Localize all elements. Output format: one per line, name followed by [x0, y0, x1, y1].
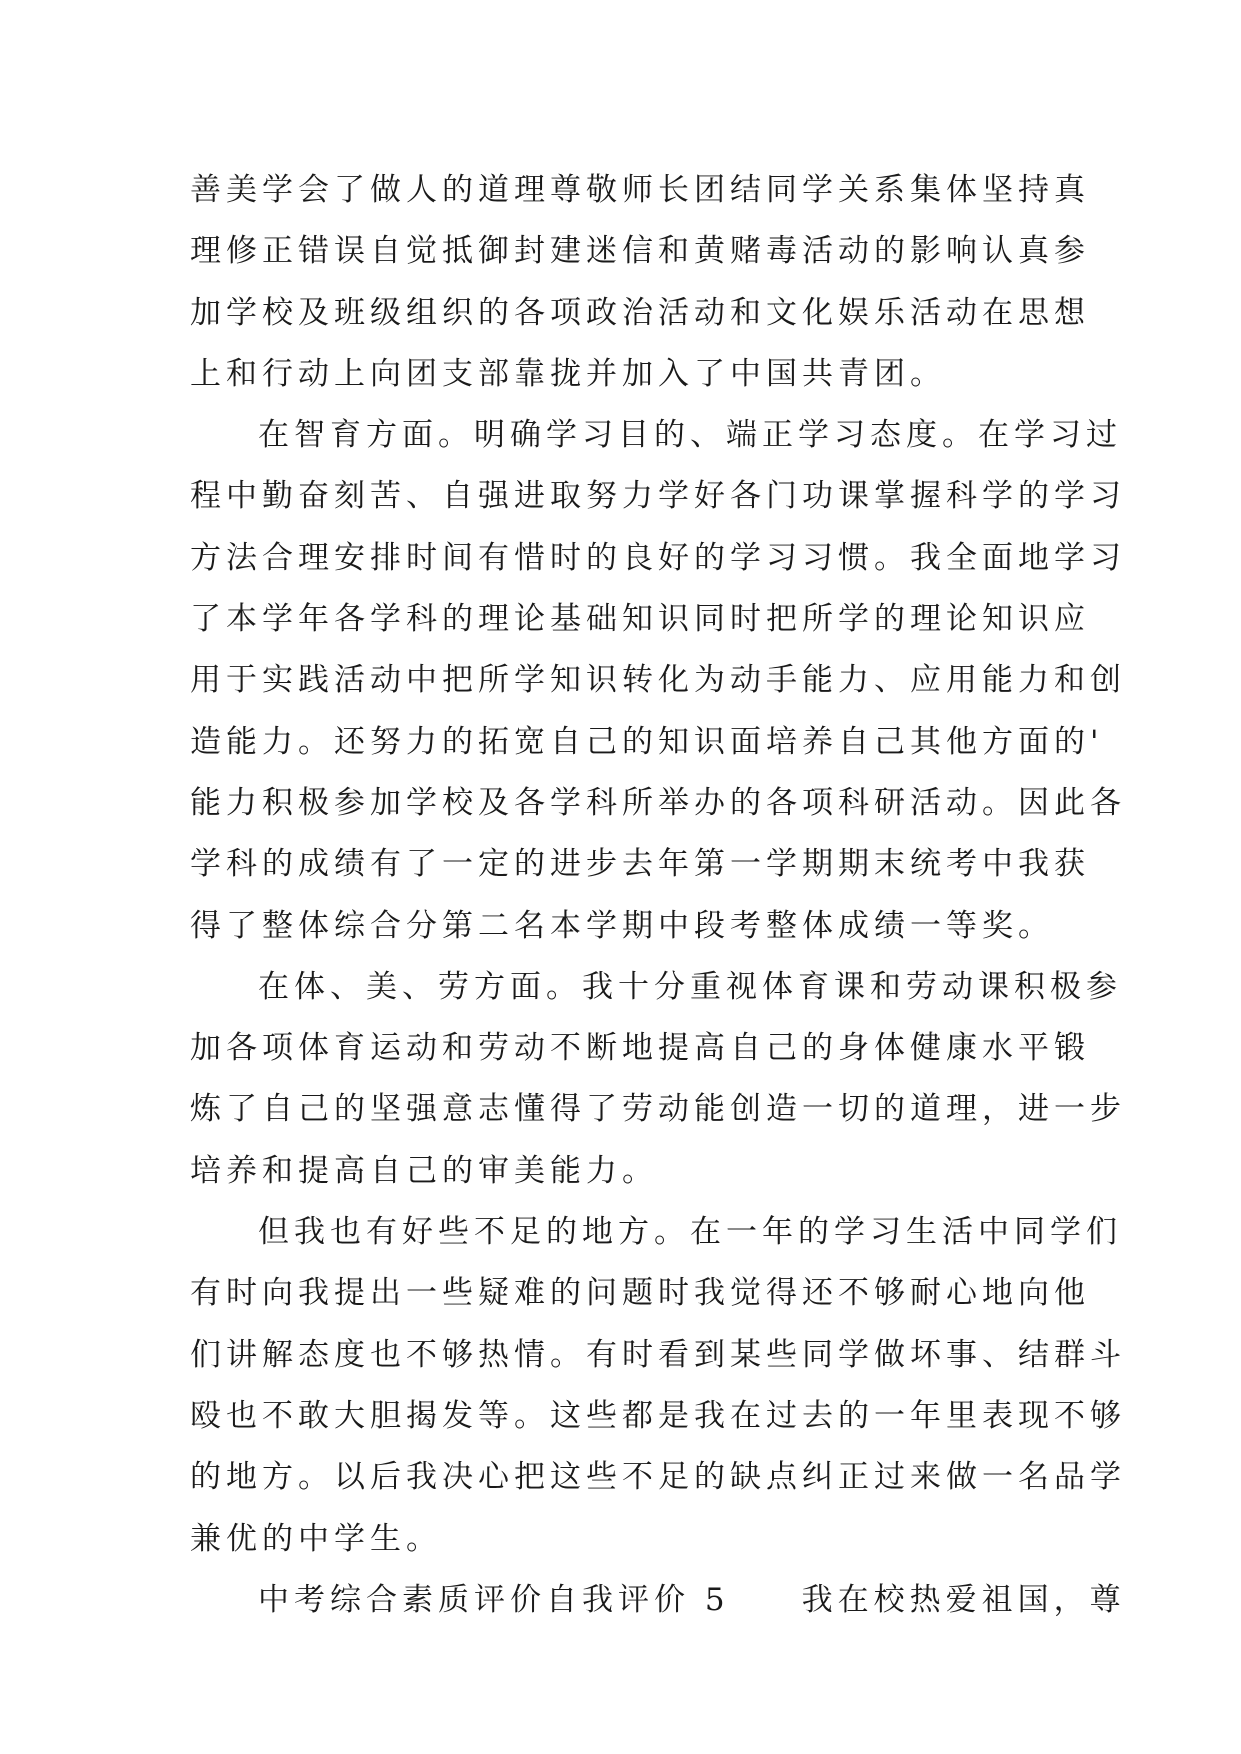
text-line-2: 理修正错误自觉抵御封建迷信和黄赌毒活动的影响认真参: [190, 233, 1090, 270]
text-line-14: 在体、美、劳方面。我十分重视体育课和劳动课积极参: [258, 968, 1122, 1005]
text-line-4: 上和行动上向团支部靠拢并加入了中国共青团。: [190, 355, 946, 392]
text-line-24: 中考综合素质评价自我评价 5 我在校热爱祖国，尊: [258, 1581, 1126, 1618]
text-line-6: 程中勤奋刻苦、自强进取努力学好各门功课掌握科学的学习: [190, 478, 1126, 515]
text-line-11: 能力积极参加学校及各学科所举办的各项科研活动。因此各: [190, 784, 1126, 821]
text-line-5: 在智育方面。明确学习目的、端正学习态度。在学习过: [258, 417, 1122, 454]
text-line-22: 的地方。以后我决心把这些不足的缺点纠正过来做一名品学: [190, 1459, 1126, 1496]
text-line-15: 加各项体育运动和劳动不断地提高自己的身体健康水平锻: [190, 1030, 1090, 1067]
text-line-20: 们讲解态度也不够热情。有时看到某些同学做坏事、结群斗: [190, 1336, 1126, 1373]
text-line-21: 殴也不敢大胆揭发等。这些都是我在过去的一年里表现不够: [190, 1397, 1126, 1434]
text-line-7: 方法合理安排时间有惜时的良好的学习习惯。我全面地学习: [190, 539, 1126, 576]
text-line-18: 但我也有好些不足的地方。在一年的学习生活中同学们: [258, 1214, 1122, 1251]
text-line-19: 有时向我提出一些疑难的问题时我觉得还不够耐心地向他: [190, 1275, 1090, 1312]
text-line-3: 加学校及班级组织的各项政治活动和文化娱乐活动在思想: [190, 294, 1090, 331]
text-line-13: 得了整体综合分第二名本学期中段考整体成绩一等奖。: [190, 907, 1054, 944]
text-line-10: 造能力。还努力的拓宽自己的知识面培养自己其他方面的': [190, 723, 1104, 760]
text-line-12: 学科的成绩有了一定的进步去年第一学期期末统考中我获: [190, 846, 1090, 883]
text-line-23: 兼优的中学生。: [190, 1520, 442, 1557]
text-line-1: 善美学会了做人的道理尊敬师长团结同学关系集体坚持真: [190, 172, 1090, 208]
text-line-16: 炼了自己的坚强意志懂得了劳动能创造一切的道理，进一步: [190, 1091, 1126, 1128]
text-line-8: 了本学年各学科的理论基础知识同时把所学的理论知识应: [190, 601, 1090, 638]
text-line-17: 培养和提高自己的审美能力。: [190, 1152, 658, 1189]
body-text: [190, 160, 1126, 1631]
text-line-9: 用于实践活动中把所学知识转化为动手能力、应用能力和创: [190, 662, 1126, 699]
